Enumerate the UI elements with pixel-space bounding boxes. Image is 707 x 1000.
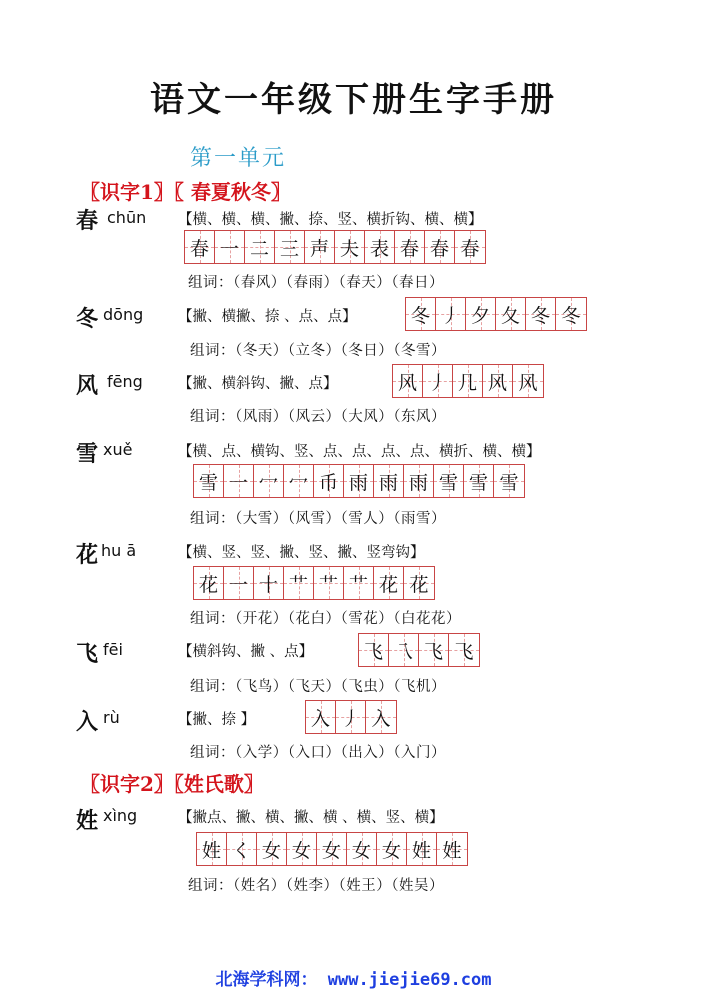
stroke-step: 姓 [442, 839, 462, 862]
stroke-step: 风 [487, 371, 507, 394]
stroke-step: 冬 [530, 304, 550, 327]
stroke-cell [254, 465, 284, 497]
stroke-step: 女 [351, 839, 371, 862]
stroke-cell [425, 231, 455, 263]
stroke-step: 声 [309, 237, 329, 260]
entry-char: 入 [76, 709, 99, 735]
stroke-step: 二 [249, 237, 269, 260]
stroke-cell [404, 567, 434, 599]
stroke-order-text: 【撇、横撇、捺 、点、点】 [178, 309, 357, 325]
word-examples: 组词：（入学）（入口）（出入）（入门） [190, 745, 446, 761]
stroke-cell [389, 634, 419, 666]
stroke-step: 雪 [499, 471, 519, 494]
stroke-grid [184, 230, 486, 264]
stroke-order-text: 【横斜钩、撇 、点】 [178, 644, 314, 660]
stroke-cell [374, 567, 404, 599]
stroke-step: 女 [321, 839, 341, 862]
footer-website[interactable]: 北海学科网： www.jiejie69.com [215, 970, 492, 990]
stroke-step: 风 [518, 371, 538, 394]
stroke-cell [419, 634, 449, 666]
stroke-cell [284, 567, 314, 599]
stroke-step: 十 [258, 573, 278, 596]
stroke-cell [407, 833, 437, 865]
stroke-step: 花 [409, 573, 429, 596]
entry-pinyin: dōng [103, 305, 144, 324]
stroke-step: 风 [397, 371, 417, 394]
stroke-cell [404, 465, 434, 497]
stroke-cell [393, 365, 423, 397]
stroke-step: 姓 [201, 839, 221, 862]
stroke-cell [359, 634, 389, 666]
stroke-cell [335, 231, 365, 263]
stroke-cell [314, 465, 344, 497]
unit-heading: 第一单元 [190, 146, 287, 171]
stroke-cell [466, 298, 496, 330]
entry-pinyin: xìng [103, 806, 138, 825]
stroke-step: 艹 [318, 573, 338, 596]
stroke-cell [526, 298, 556, 330]
stroke-cell [455, 231, 485, 263]
stroke-step: 丿 [440, 304, 460, 327]
stroke-order-text: 【撇、捺 】 [178, 712, 256, 728]
stroke-step: 一 [228, 471, 248, 494]
stroke-step: 三 [279, 237, 299, 260]
stroke-step: 雪 [198, 471, 218, 494]
stroke-cell [245, 231, 275, 263]
stroke-step: 表 [369, 237, 389, 260]
stroke-cell [483, 365, 513, 397]
stroke-step: 飞 [423, 640, 443, 663]
entry-char: 冬 [76, 306, 99, 332]
stroke-cell [284, 465, 314, 497]
stroke-order-text: 【撇、横斜钩、撇、点】 [178, 376, 338, 392]
word-examples: 组词：（大雪）（风雪）（雪人）（雨雪） [190, 511, 446, 527]
stroke-step: 女 [261, 839, 281, 862]
stroke-step: 一 [228, 573, 248, 596]
section-heading-2: 〖识字2〗〖姓氏歌〗 [80, 772, 264, 796]
stroke-step: 夂 [500, 304, 520, 327]
stroke-step: 春 [460, 237, 480, 260]
stroke-step: 入 [310, 707, 330, 730]
stroke-grid [405, 297, 587, 331]
stroke-cell [185, 231, 215, 263]
entry-pinyin: fēng [107, 372, 143, 391]
stroke-cell [257, 833, 287, 865]
stroke-cell [556, 298, 586, 330]
stroke-step: 雪 [438, 471, 458, 494]
stroke-cell [464, 465, 494, 497]
stroke-grid [193, 464, 525, 498]
stroke-grid [193, 566, 435, 600]
stroke-step: 女 [291, 839, 311, 862]
stroke-step: 雨 [378, 471, 398, 494]
stroke-cell [374, 465, 404, 497]
stroke-step: 飞 [454, 640, 474, 663]
stroke-step: 雪 [468, 471, 488, 494]
entry-pinyin: chūn [107, 208, 147, 227]
stroke-cell [365, 231, 395, 263]
stroke-step: 春 [429, 237, 449, 260]
entry-char: 飞 [76, 641, 99, 667]
stroke-order-text: 【横、竖、竖、撇、竖、撇、竖弯钩】 [178, 545, 425, 561]
stroke-step: 冖 [288, 471, 308, 494]
stroke-grid [196, 832, 468, 866]
stroke-cell [436, 298, 466, 330]
stroke-step: 姓 [411, 839, 431, 862]
stroke-step: 艹 [288, 573, 308, 596]
page-title: 语文一年级下册生字手册 [150, 80, 557, 120]
stroke-cell [406, 298, 436, 330]
stroke-step: 花 [198, 573, 218, 596]
stroke-step: 乁 [393, 640, 413, 663]
stroke-step: 冬 [561, 304, 581, 327]
stroke-cell [437, 833, 467, 865]
stroke-order-text: 【横、横、横、撇、捺、竖、横折钩、横、横】 [178, 212, 483, 228]
entry-char: 春 [76, 208, 99, 234]
stroke-cell [275, 231, 305, 263]
stroke-cell [395, 231, 425, 263]
stroke-step: 丿 [340, 707, 360, 730]
stroke-cell [377, 833, 407, 865]
stroke-cell [344, 567, 374, 599]
stroke-grid [392, 364, 544, 398]
entry-pinyin: rù [103, 708, 120, 727]
entry-char: 花 [76, 542, 99, 568]
stroke-step: 丿 [427, 371, 447, 394]
stroke-step: 冬 [410, 304, 430, 327]
stroke-step: 飞 [363, 640, 383, 663]
stroke-cell [347, 833, 377, 865]
entry-pinyin: fēi [103, 640, 123, 659]
stroke-step: く [231, 839, 251, 862]
entry-pinyin: xuě [103, 440, 133, 459]
entry-char: 姓 [76, 808, 99, 834]
stroke-step: 冖 [258, 471, 278, 494]
stroke-grid [305, 700, 397, 734]
stroke-cell [314, 567, 344, 599]
stroke-cell [306, 701, 336, 733]
word-examples: 组词：（飞鸟）（飞天）（飞虫）（飞机） [190, 679, 446, 695]
stroke-cell [336, 701, 366, 733]
stroke-cell [194, 465, 224, 497]
stroke-cell [513, 365, 543, 397]
stroke-cell [305, 231, 335, 263]
stroke-cell [453, 365, 483, 397]
stroke-cell [449, 634, 479, 666]
stroke-cell [344, 465, 374, 497]
stroke-grid [358, 633, 480, 667]
stroke-step: 花 [378, 573, 398, 596]
word-examples: 组词：（姓名）（姓李）（姓王）（姓吴） [188, 878, 444, 894]
stroke-cell [366, 701, 396, 733]
stroke-step: 女 [381, 839, 401, 862]
stroke-cell [224, 465, 254, 497]
stroke-step: 几 [457, 371, 477, 394]
stroke-cell [317, 833, 347, 865]
stroke-cell [215, 231, 245, 263]
stroke-step: 雨 [408, 471, 428, 494]
stroke-cell [423, 365, 453, 397]
stroke-step: 币 [318, 471, 338, 494]
stroke-cell [224, 567, 254, 599]
word-examples: 组词：（春风）（春雨）（春天）（春日） [188, 275, 444, 291]
stroke-step: 雨 [348, 471, 368, 494]
stroke-step: 春 [189, 237, 209, 260]
word-examples: 组词：（冬天）（立冬）（冬日）（冬雪） [190, 343, 446, 359]
stroke-cell [197, 833, 227, 865]
stroke-step: 春 [399, 237, 419, 260]
stroke-order-text: 【撇点、撇、横、撇、横 、横、竖、横】 [178, 810, 444, 826]
stroke-step: 入 [371, 707, 391, 730]
section-heading-1: 〖识字1〗〖 春夏秋冬〗 [80, 180, 291, 204]
entry-pinyin: hu ā [101, 541, 137, 560]
stroke-step: 夫 [339, 237, 359, 260]
entry-char: 风 [76, 373, 99, 399]
stroke-cell [434, 465, 464, 497]
stroke-step: 一 [219, 237, 239, 260]
stroke-cell [496, 298, 526, 330]
stroke-cell [227, 833, 257, 865]
stroke-cell [254, 567, 284, 599]
entry-char: 雪 [76, 441, 99, 467]
word-examples: 组词：（风雨）（风云）（大风）（东风） [190, 409, 446, 425]
stroke-order-text: 【横、点、横钩、竖、点、点、点、点、横折、横、横】 [178, 444, 541, 460]
stroke-cell [287, 833, 317, 865]
word-examples: 组词：（开花）（花白）（雪花）（白花花） [190, 611, 461, 627]
stroke-step: 艹 [348, 573, 368, 596]
stroke-cell [194, 567, 224, 599]
stroke-step: 夕 [470, 304, 490, 327]
stroke-cell [494, 465, 524, 497]
